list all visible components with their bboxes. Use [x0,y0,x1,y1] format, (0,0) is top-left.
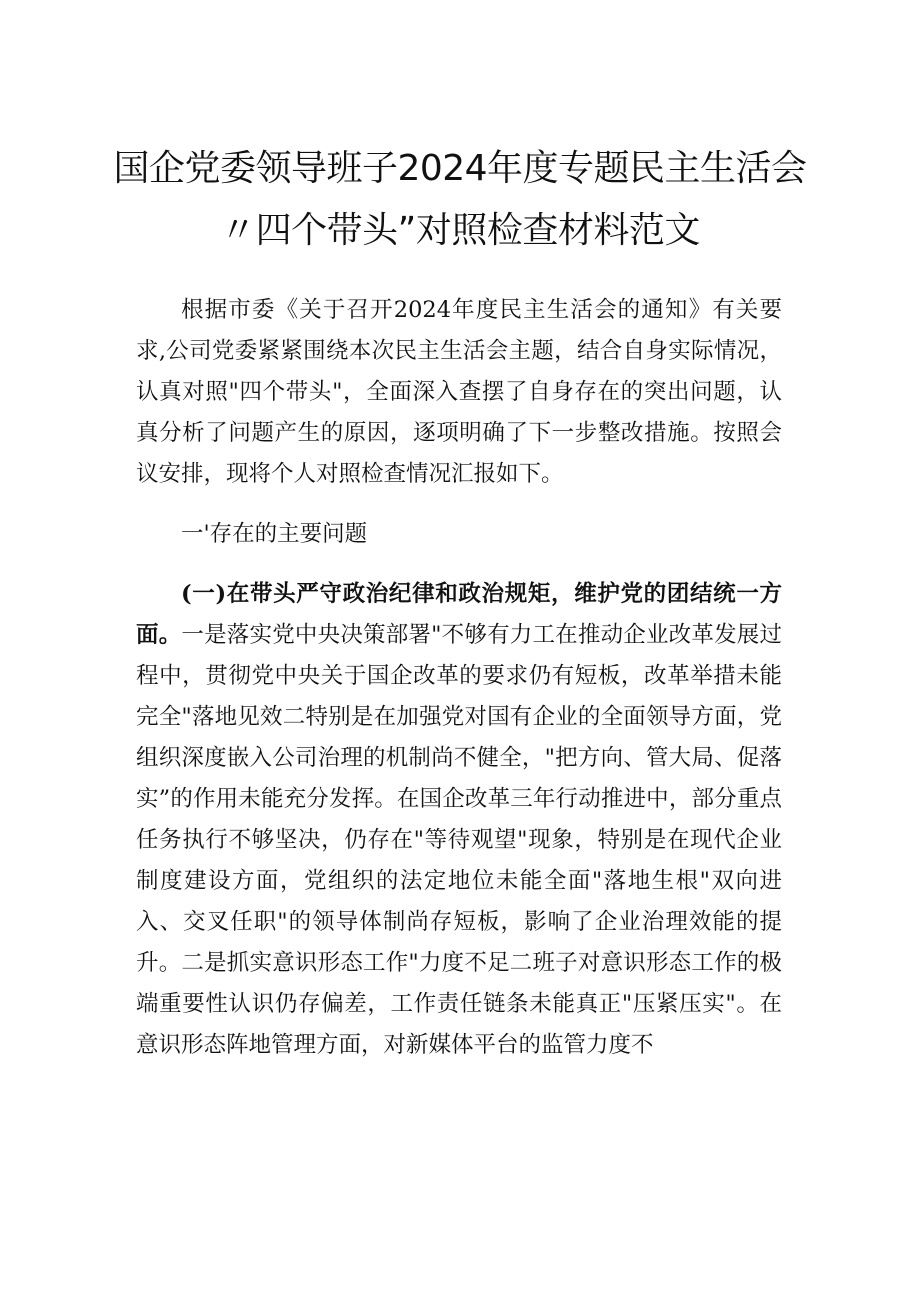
document-title-line1: 国企党委领导班子2024年度专题民主生活会 [113,148,807,189]
subsection-paragraph-1 [136,574,782,1066]
subsection-body-1: 一是落实党中央决策部署"不够有力工在推动企业改革发展过程中，贯彻党中央关于国企改革的要求仍有短板，改革举措未能完全"落地见效二特别是在加强党对国有企业的全面领导方面，党组织深度嵌入公司治理的机制尚不健全，"把方向、管大局、促落实”的作用未能充分发挥。在国企改革三年行动推进中，部分重点任务执行不够坚决，仍存在"等待观望"现象，特别是在现代企业制度建设方面，党组织的法定地位未能全面"落地生根"双向进入、交叉任职"的领导体制尚存短板，影响了企业治理效能的提升。二是抓实意识形态工作"力度不足二班子对意识形态工作的极端重要性认识仍存偏差，工作责任链条未能真正"压紧压实"。在意识形态阵地管理方面，对新媒体平台的监管力度不 [136,622,782,1058]
section-heading-1: 一'存在的主要问题 [181,521,368,547]
intro-paragraph: 根据市委《关于召开2024年度民主生活会的通知》有关要求,公司党委紧紧围绕本次民主生活会主题，结合自身实际情况，认真对照"四个带头"，全面深入查摆了自身存在的突出问题，认真分析了问题产生的原因，逐项明确了下一步整改措施。按照会议安排，现将个人对照检查情况汇报如下。 [136,297,782,487]
document-title-line2: 〃四个带头”对照检查材料范文 [220,210,700,251]
document-body [136,290,782,1066]
subsection-heading-1: (一)在带头严守政治纪律和政治规矩，维护党的团结统一方面。 [136,581,782,648]
